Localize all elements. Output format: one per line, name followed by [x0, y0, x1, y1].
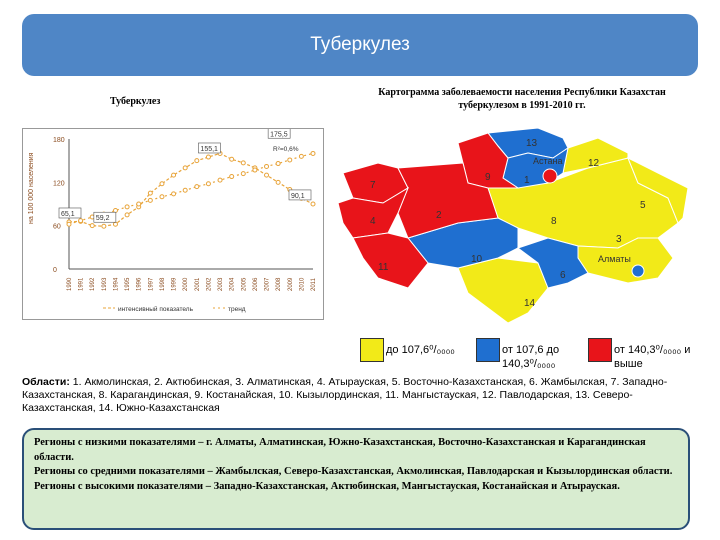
legend-label-yellow: до 107,6⁰/₀₀₀₀	[386, 344, 455, 356]
regions-body: 1. Акмолинская, 2. Актюбинская, 3. Алматинская, 4. Атырауская, 5. Восточно-Казахстанская, 6. Жамбылская, 7. Западно-Казахстанская, 8. Карагандинская, 9. Костанайская, 10. Кызылординская, 11. Мангыстауская, 12. Павлодарская, 13. Северо-Казахстанская, 14. Южно-Казахстанская	[22, 376, 668, 414]
x-tick-label: 1998	[159, 277, 166, 291]
region-num-6: 6	[560, 270, 566, 281]
slide-title: Туберкулез	[310, 34, 410, 55]
annotation-label: 90,1	[291, 192, 305, 200]
y-tick-label: 0	[53, 267, 57, 274]
data-point	[172, 192, 176, 196]
regions-list	[22, 376, 702, 415]
x-tick-label: 1999	[171, 277, 178, 291]
data-point	[113, 222, 117, 226]
data-point	[276, 180, 280, 184]
slide-header	[22, 14, 698, 76]
data-point	[265, 164, 269, 168]
data-point	[183, 166, 187, 170]
data-point	[79, 219, 83, 223]
x-tick-label: 2006	[252, 277, 259, 291]
data-point	[311, 202, 315, 206]
data-point	[218, 178, 222, 182]
data-point	[125, 213, 129, 217]
data-point	[241, 161, 245, 165]
legend-swatch-red	[588, 338, 612, 362]
summary-box	[22, 428, 690, 530]
data-point	[276, 162, 280, 166]
trend-label: R²=0,6%	[273, 146, 299, 153]
data-point	[195, 185, 199, 189]
map-title-line2: туберкулезом в 1991-2010 гг.	[458, 100, 586, 111]
chart-title: Туберкулез	[110, 96, 161, 107]
data-point	[288, 158, 292, 162]
data-point	[230, 175, 234, 179]
region-num-3: 3	[616, 234, 622, 245]
y-tick-label: 180	[53, 137, 65, 144]
region-num-4: 4	[370, 216, 376, 227]
region-num-11: 11	[378, 262, 389, 273]
region-num-14: 14	[524, 298, 536, 309]
legend-swatch-yellow	[360, 338, 384, 362]
region-num-8: 8	[551, 216, 557, 227]
chart-svg	[23, 129, 323, 319]
x-tick-label: 2007	[264, 277, 271, 291]
region-num-10: 10	[471, 254, 483, 265]
x-tick-label: 1990	[67, 277, 73, 291]
x-tick-label: 2000	[183, 277, 190, 291]
data-point	[183, 188, 187, 192]
data-point	[148, 198, 152, 202]
annotation-label: 59,2	[95, 215, 110, 223]
regions-prefix: Области:	[22, 376, 70, 388]
region-num-2: 2	[436, 210, 442, 221]
region-num-7: 7	[370, 180, 376, 191]
x-tick-label: 2010	[299, 277, 306, 291]
data-point	[253, 168, 257, 172]
data-point	[67, 222, 71, 226]
legend-label: интенсивный показатель	[118, 306, 193, 313]
data-point	[311, 151, 315, 155]
data-point	[125, 205, 129, 209]
x-tick-label: 2002	[206, 277, 213, 291]
legend-label-blue: от 107,6 до 140,3⁰/₀₀₀₀	[502, 344, 560, 370]
x-tick-label: 1991	[78, 277, 85, 291]
x-tick-label: 2009	[287, 277, 294, 291]
x-tick-label: 1993	[101, 277, 108, 291]
annotation-label: 65,1	[61, 210, 75, 218]
data-point	[206, 155, 210, 159]
region-num-12: 12	[588, 158, 600, 169]
x-tick-label: 2003	[218, 277, 225, 291]
y-axis-label: на 100 000 населения	[28, 152, 35, 224]
data-point	[160, 182, 164, 186]
region-num-13: 13	[526, 138, 538, 149]
x-tick-label: 2008	[276, 277, 283, 291]
legend-label-red: от 140,3⁰/₀₀₀₀ и выше	[614, 344, 691, 370]
x-tick-label: 1997	[148, 277, 155, 291]
region-num-1: 1	[524, 175, 530, 186]
data-point	[90, 224, 94, 228]
almaty-label: Алматы	[598, 254, 631, 264]
x-tick-label: 2001	[194, 277, 201, 291]
data-point	[265, 173, 269, 177]
data-point	[102, 224, 106, 228]
data-point	[241, 172, 245, 176]
summary-high: Регионы с высокими показателями – Западно-Казахстанская, Актюбинская, Мангыстауская, Костанайская и Атырауская.	[34, 480, 620, 492]
summary-medium: Регионы со средними показателями – Жамбылская, Северо-Казахстанская, Акмолинская, Павлодарская и Кызылординская области.	[34, 466, 673, 477]
data-point	[230, 157, 234, 161]
y-tick-label: 60	[53, 223, 61, 231]
x-tick-label: 1994	[113, 277, 120, 291]
data-point	[137, 202, 141, 206]
data-point	[172, 173, 176, 177]
x-tick-label: 2004	[229, 277, 236, 291]
region-14-south-kz	[458, 258, 548, 323]
region-num-9: 9	[485, 172, 491, 183]
data-point	[148, 191, 152, 195]
region-num-5: 5	[640, 200, 646, 211]
kazakhstan-map	[338, 128, 698, 328]
almaty-marker	[632, 265, 644, 277]
data-point	[160, 195, 164, 199]
x-tick-label: 1996	[136, 277, 143, 291]
x-tick-label: 2011	[311, 278, 317, 291]
data-point	[195, 159, 199, 163]
legend-swatch-blue	[476, 338, 500, 362]
tb-line-chart	[22, 128, 324, 320]
data-point	[206, 182, 210, 186]
annotation-label: 155,1	[200, 145, 218, 153]
map-title-line1: Картограмма заболеваемости населения Республики Казахстан	[378, 87, 666, 98]
summary-low: Регионы с низкими показателями – г. Алматы, Алматинская, Южно-Казахстанская, Восточно-Казахстанская и Карагандинская области.	[34, 437, 646, 463]
x-tick-label: 1992	[90, 277, 97, 291]
x-tick-label: 1995	[125, 277, 132, 291]
x-tick-label: 2005	[241, 277, 248, 291]
data-point	[113, 209, 117, 213]
astana-marker	[543, 169, 557, 183]
y-tick-label: 120	[53, 180, 65, 188]
annotation-label: 175,5	[270, 131, 288, 139]
astana-label: Астана	[533, 156, 563, 166]
map-title	[352, 86, 692, 112]
data-point	[299, 154, 303, 158]
legend-label: тренд	[228, 306, 246, 313]
